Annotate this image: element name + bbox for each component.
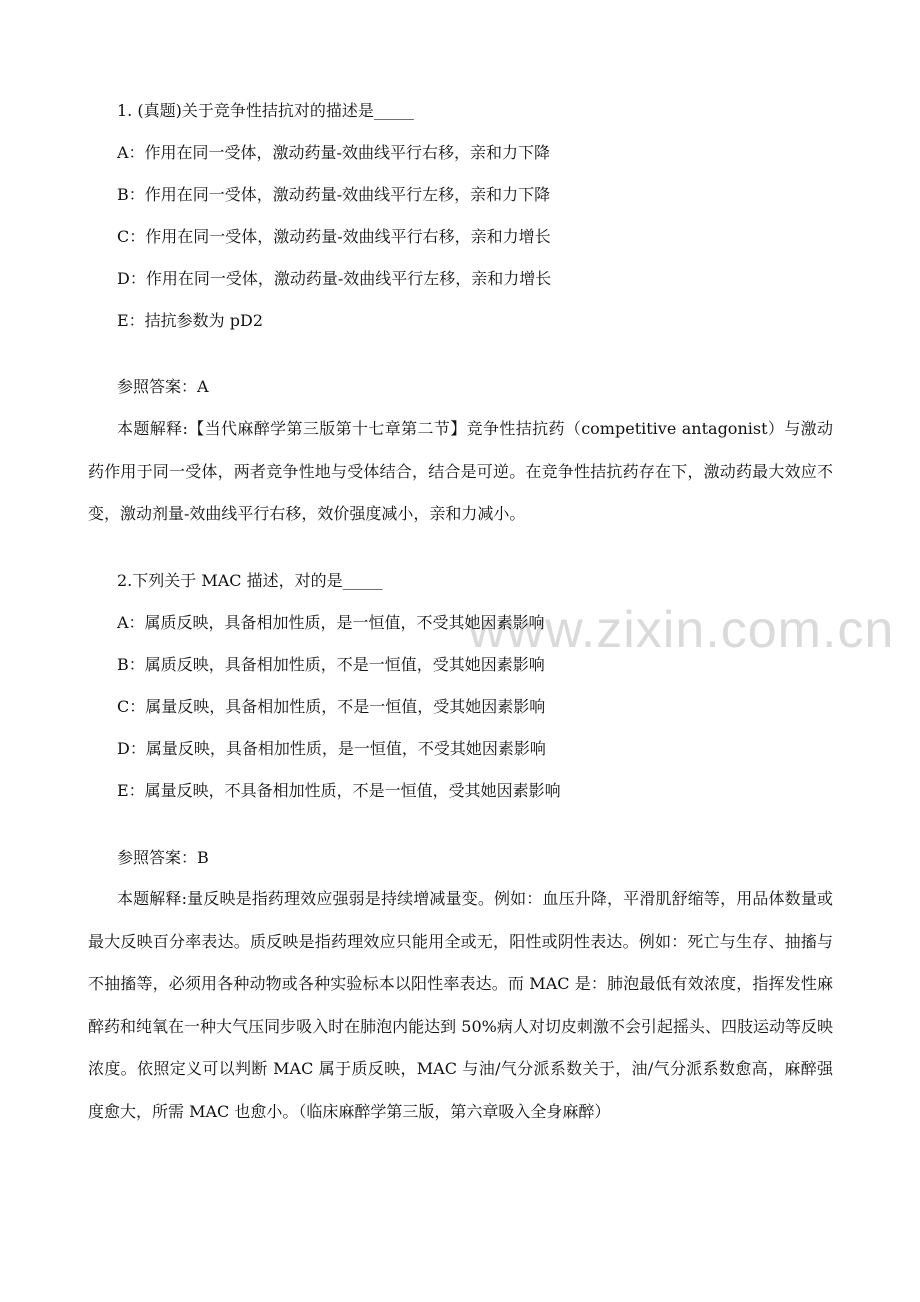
question-2-option-e: E：属量反映，不具备相加性质，不是一恒值，受其她因素影响 [117,781,561,800]
question-2-option-a: A：属质反映，具备相加性质，是一恒值，不受其她因素影响 [117,613,545,632]
question-2-explanation: 本题解释:量反映是指药理效应强弱是持续增减量变。例如：血压升降，平滑肌舒缩等，用品体数量或最大反映百分率表达。质反映是指药理效应只能用全或无，阳性或阴性表达。例如：死亡与生存、抽搐与不抽搐等，必须用各种动物或各种实验标本以阳性率表达。而 MAC 是：肺泡最低有效浓度，指挥发性麻醉药和纯氧在一种大气压同步吸入时在肺泡内能达到 50%病人对切皮刺激不会引起摇头、四肢运动等反映浓度。依照定义可以判断 MAC 属于质反映，MAC 与油/气分派系数关于，油/气分派系数愈高，麻醉强度愈大，所需 MAC 也愈小。（临床麻醉学第三版，第六章吸入全身麻醉） [88,889,833,1121]
question-1-explanation: 本题解释:【当代麻醉学第三版第十七章第二节】竞争性拮抗药（competitive antagonist）与激动药作用于同一受体，两者竞争性地与受体结合，结合是可逆。在竞争性拮抗药存在下，激动药最大效应不变，激动剂量-效曲线平行右移，效价强度减小，亲和力减小。 [88,419,833,523]
question-1-option-c: C：作用在同一受体，激动药量-效曲线平行右移，亲和力增长 [117,227,551,246]
question-1-option-a: A：作用在同一受体，激动药量-效曲线平行右移，亲和力下降 [117,143,550,162]
question-2-answer: 参照答案：B [117,848,209,867]
question-2-title: 2.下列关于 MAC 描述，对的是_____ [117,571,383,590]
watermark: www.zixin.com.cn [468,601,895,659]
question-2-option-b: B：属质反映，具备相加性质，不是一恒值，受其她因素影响 [117,655,545,674]
question-2-option-c: C：属量反映，具备相加性质，不是一恒值，受其她因素影响 [117,697,546,716]
question-1-title: 1. (真题)关于竞争性拮抗对的描述是_____ [117,101,414,120]
question-1-option-e: E：拮抗参数为 pD2 [117,311,264,330]
question-1-answer: 参照答案：A [117,377,209,396]
question-1-option-d: D：作用在同一受体，激动药量-效曲线平行左移，亲和力增长 [117,269,552,288]
question-2-option-d: D：属量反映，具备相加性质，是一恒值，不受其她因素影响 [117,739,546,758]
question-1-option-b: B：作用在同一受体，激动药量-效曲线平行左移，亲和力下降 [117,185,551,204]
